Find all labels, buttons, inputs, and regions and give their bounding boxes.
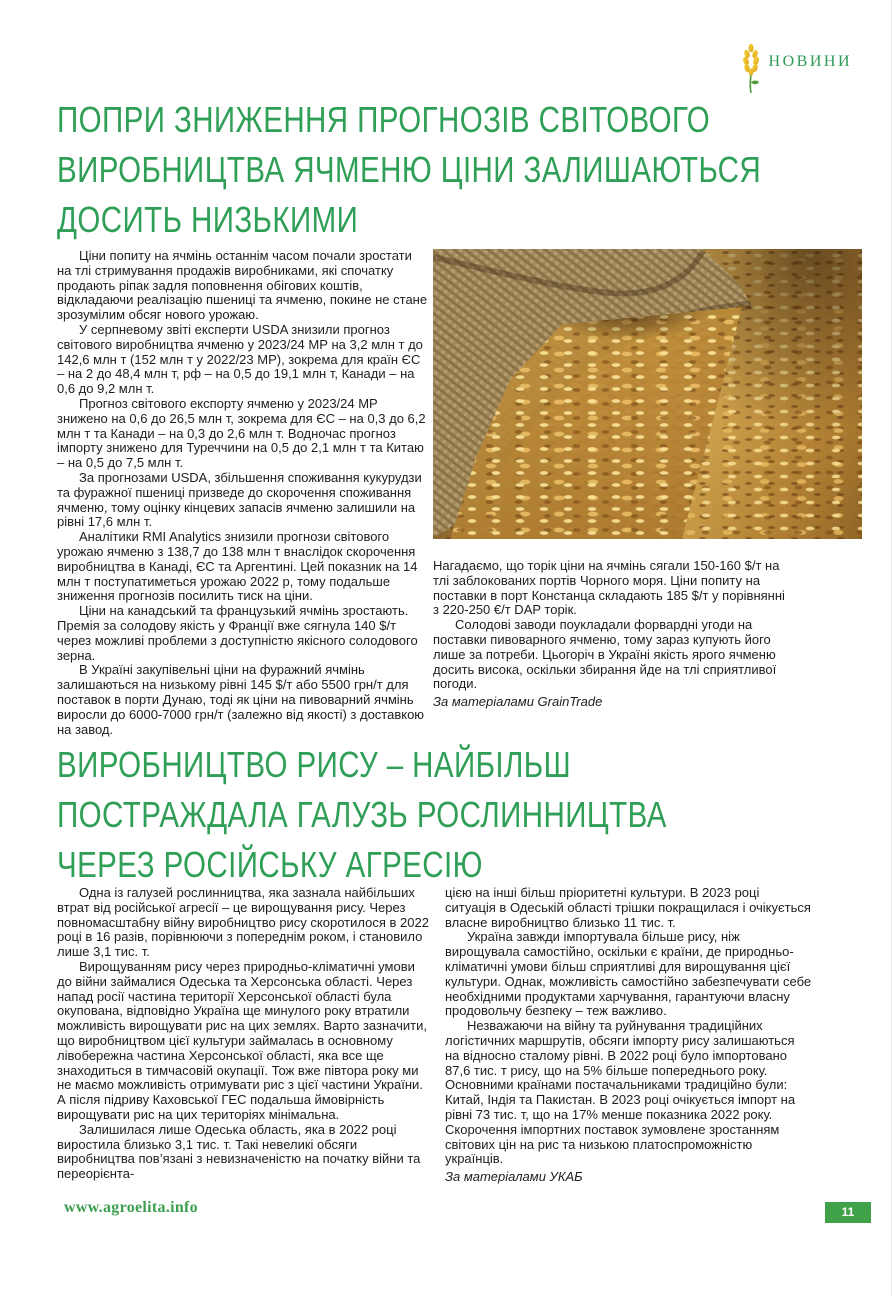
news-section-header [740, 44, 852, 94]
article1-title: ПОПРИ ЗНИЖЕННЯ ПРОГНОЗІВ СВІТОВОГО ВИРОБНИЦТВА ЯЧМЕНЮ ЦІНИ ЗАЛИШАЮТЬСЯ ДОСИТЬ НИЗЬКИМИ [57, 99, 762, 240]
article1-column-left [57, 249, 429, 737]
page-number-badge: 11 [825, 1202, 871, 1223]
paragraph: Прогноз світового експорту ячменю у 2023/24 МР знижено на 0,6 до 26,5 млн т, зокрема для ЄС – на 0,3 до 6,2 млн т та Канади – на 0,3 до 2,6 млн т. Водночас прогноз імпорту знижено для Туреччини на 0,5 до 2,1 млн т та Китаю – на 0,5 до 7,5 млн т. [57, 395, 426, 471]
paragraph: Україна завжди імпортувала більше рису, ніж вирощувала самостійно, оскільки є країни, де природньо-кліматичні умови більш сприятливі для вирощування цієї культури. Однак, можливість самостійно забезпечувати себе необхідними продуктами харчування, гарантуючи власну продовольчу безпеку – теж важливо. [445, 929, 812, 1019]
article2 [57, 886, 812, 1185]
paragraph: Нагадаємо, що торік ціни на ячмінь сягали 150-160 $/т на тлі заблокованих портів Чорного моря. Ціни попиту на поставки в порт Констанца складають 185 $/т у порівнянні з 220-250 €/т DAP торік. [433, 558, 785, 618]
wheat-ear-icon [740, 44, 769, 94]
article1-byline: За матеріалами GrainTrade [433, 694, 603, 710]
paragraph: За прогнозами USDA, збільшення споживання кукурудзи та фуражної пшениці призведе до скорочення споживання ячменю, тому оцінку кінцевих запасів ячменю залишили на рівні 17,6 млн т. [57, 469, 422, 530]
paragraph: Аналітики RMI Analytics знизили прогнози світового урожаю ячменю з 138,7 до 138 млн т внаслідок скорочення виробництва в Канаді, ЄС та Аргентині. Цей показник на 14 млн т поступатиметься урожаю 2022 р, тому подальше зниження прогнозів посилить тиск на ціни. [57, 529, 418, 604]
article2-byline: За матеріалами УКАБ [445, 1169, 583, 1185]
paragraph: цією на інші більш пріоритетні культури. В 2023 році ситуація в Одеській області трішки покращилася і очікується власне виробництво близько 11 тис. т. [445, 885, 811, 930]
article2-column-right [445, 886, 812, 1185]
article1-photo-caption [433, 559, 793, 710]
paragraph: В Україні закупівельні ціни на фуражний ячмінь залишаються на низькому рівні 145 $/т або 5500 грн/т для поставок в порти Дунаю, тоді як ціни на пивоварний ячмінь виросли до 6000-7000 грн/т (залежно від якості) з доставкою на завод. [57, 662, 425, 737]
article2-column-left [57, 886, 429, 1185]
paragraph: У серпневому звіті експерти USDA знизили прогноз світового виробництва ячменю у 2023/24 МР на 3,2 млн т до 142,6 млн т (152 млн т у 2022/23 МР), зокрема для країн ЄС – на 2 до 48,4 млн т, рф – на 0,5 до 19,1 млн т, Канади – на 0,6 до 9,2 млн т. [57, 321, 423, 397]
paragraph: Ціни на канадський та французький ячмінь зростають. Премія за солодову якість у Франції вже сягнула 140 $/т через можливі проблеми з доступністю якісного солодового зерна. [57, 603, 418, 663]
paragraph: Ціни попиту на ячмінь останнім часом почали зростати на тлі стримування продажів виробниками, які спочатку продають ріпак задля поповнення обігових коштів, відкладаючи реалізацію пшениці та ячменю, покине не стане зрозумілим обсяг нового урожаю. [57, 248, 428, 323]
barley-grains-photo [433, 249, 862, 539]
website-link[interactable]: www.agroelita.info [64, 1199, 198, 1216]
article1-column-right [433, 249, 862, 737]
paragraph: Одна із галузей рослинництва, яка зазнала найбільших втрат від російської агресії – це вирощування рису. Через повномасштабну війну виробництво рису скоротилося в 2022 році в 16 разів, порівнюючи з попереднім роком, і становило лише 3,1 тис. т. [57, 885, 429, 960]
paragraph: Вирощуванням рису через природньо-кліматичні умови до війни займалися Одеська та Херсонська області. Через напад росії частина території Херсонської області була окупована, відповідно Україна ще минулого року втратили можливість вирощувати рис на цих землях. Варто зазначити, що виробництвом цієї культури займалась в основному лівобережна частина Херсонської області, яка все ще знаходиться в тимчасовій окупації. Тож вже півтора року ми не маємо можливість отримувати рис з цієї частини України. А після підриву Каховської ГЕС подальша ймовірність вирощувати рис на цих територіях мінімальна. [57, 958, 427, 1122]
article2-title: ВИРОБНИЦТВО РИСУ – НАЙБІЛЬШ ПОСТРАЖДАЛА ГАЛУЗЬ РОСЛИННИЦТВА ЧЕРЕЗ РОСІЙСЬКУ АГРЕСІЮ [57, 744, 667, 885]
article1 [57, 249, 862, 737]
paragraph: Солодові заводи поукладали форвардні угоди на поставки пивоварного ячменю, тому зараз купують його лише за потреби. Цьогоріч в Україні якість ярого ячменю досить висока, оскільки збирання йде на тлі сприятливої погоди. [433, 617, 777, 692]
paragraph: Залишилася лише Одеська область, яка в 2022 році виростила близько 3,1 тис. т. Такі невеликі обсяги виробництва пов’язані з невизначеністю на початку війни та переорієнта- [57, 1121, 421, 1182]
news-section-label: НОВИНИ [768, 53, 852, 70]
paragraph: Незважаючи на війну та руйнування традиційних логістичних маршрутів, обсяги імпорту рису залишаються на відносно сталому рівні. В 2022 році було імпортовано 87,6 тис. т рису, що на 5% більше попереднього року. Основними країнами постачальниками традиційно були: Китай, Індія та Пакистан. В 2023 році очікується імпорт на рівні 73 тис. т, що на 17% менше показника 2022 року. Скорочення імпортних поставок зумовлене зростанням світових цін на рис та низькою платоспроможністю українців. [445, 1018, 796, 1167]
